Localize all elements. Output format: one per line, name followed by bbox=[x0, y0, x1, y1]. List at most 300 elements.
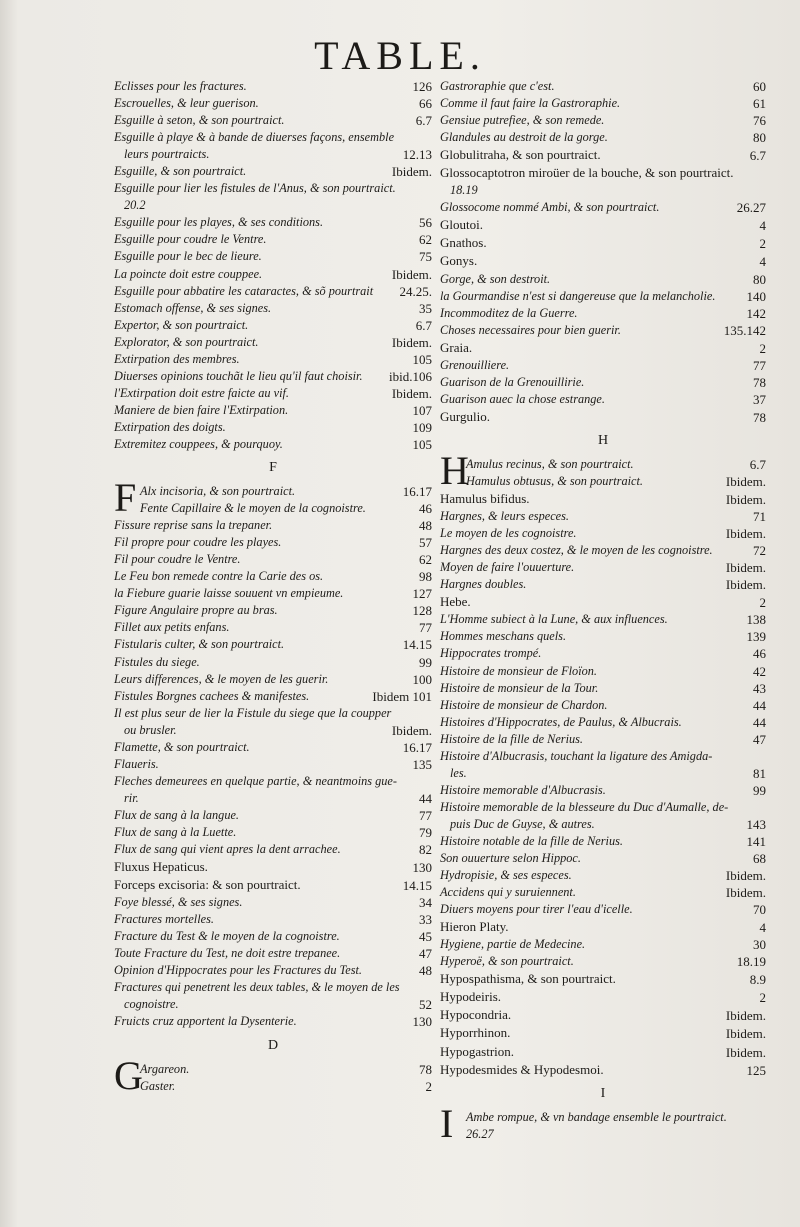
index-entry bbox=[440, 884, 766, 901]
index-entry bbox=[440, 95, 766, 112]
index-entry bbox=[440, 78, 766, 95]
index-entry bbox=[114, 1078, 432, 1095]
section-letter: D bbox=[267, 1037, 279, 1053]
entry-text: Gorge, & son destroit. bbox=[440, 271, 551, 286]
index-entry bbox=[440, 1061, 766, 1079]
index-entry bbox=[440, 146, 766, 164]
entry-text: cognoistre. bbox=[124, 997, 179, 1012]
entry-text: Hydropisie, & ses especes. bbox=[440, 868, 572, 883]
drop-cap: F bbox=[114, 475, 137, 521]
page-number: 57 bbox=[419, 535, 432, 551]
entry-text: Fractures mortelles. bbox=[114, 912, 214, 927]
page-number: Ibidem. bbox=[725, 1026, 766, 1042]
entry-text: Extremitez couppees, & pourquoy. bbox=[114, 436, 283, 451]
index-entry bbox=[114, 894, 432, 911]
entry-text: Extirpation des doigts. bbox=[114, 419, 226, 434]
entry-text: Flux de sang à la Luette. bbox=[114, 824, 237, 839]
entry-text: Eclisses pour les fractures. bbox=[114, 79, 247, 93]
index-entry bbox=[114, 283, 432, 300]
entry-text: Forceps excisoria: & son pourtraict. bbox=[114, 877, 301, 893]
page-number: 26.27 bbox=[736, 200, 766, 216]
right-column bbox=[440, 78, 766, 1146]
page-number: 6.7 bbox=[749, 148, 766, 164]
index-entry-continuation bbox=[440, 816, 766, 833]
page-number: 78 bbox=[753, 409, 766, 425]
entry-text: Hypodeiris. bbox=[440, 989, 502, 1005]
entry-text: Explorator, & son pourtraict. bbox=[114, 334, 259, 349]
page-number: 125 bbox=[746, 1062, 766, 1078]
index-entry-continuation bbox=[114, 790, 432, 807]
entry-text: Hamulus obtusus, & son pourtraict. bbox=[466, 473, 643, 488]
entry-text: Hygiene, partie de Medecine. bbox=[440, 937, 586, 952]
entry-text: Hargnes, & leurs especes. bbox=[440, 509, 569, 524]
entry-text: Histoire memorable de la blesseure du Duc d'Aumalle, de- bbox=[440, 799, 729, 814]
page-number: 105 bbox=[412, 351, 432, 367]
entry-text: Expertor, & son pourtraict. bbox=[114, 317, 249, 332]
entry-text: Fracture du Test & le moyen de la cognoistre. bbox=[114, 929, 340, 944]
page-title: TABLE. bbox=[314, 33, 486, 78]
index-entry bbox=[114, 773, 432, 790]
entry-text: 26.27 bbox=[466, 1126, 494, 1141]
entry-text: Flux de sang à la langue. bbox=[114, 807, 239, 822]
page-number: 4 bbox=[759, 254, 766, 270]
index-entry bbox=[114, 214, 432, 231]
index-entry bbox=[440, 542, 766, 559]
entry-text: Amulus recinus, & son pourtraict. bbox=[466, 456, 634, 471]
entry-text: Grenouilliere. bbox=[440, 357, 510, 372]
entry-text: Hypogastrion. bbox=[440, 1043, 515, 1059]
entry-text: Hamulus bifidus. bbox=[440, 491, 530, 507]
index-entry bbox=[114, 317, 432, 334]
page-number: 98 bbox=[419, 569, 432, 585]
page-number: 61 bbox=[753, 96, 766, 112]
index-entry bbox=[440, 339, 766, 357]
entry-text: Argareon. bbox=[140, 1061, 190, 1076]
page-number: 2 bbox=[759, 236, 766, 252]
page-number: 2 bbox=[759, 340, 766, 356]
index-entry bbox=[440, 799, 766, 816]
entry-text: Fistules Borgnes cachees & manifestes. bbox=[114, 688, 310, 703]
page-number: 78 bbox=[419, 1061, 432, 1077]
entry-text: Gensiue putrefiee, & son remede. bbox=[440, 113, 605, 128]
index-entry bbox=[114, 517, 432, 534]
index-entry bbox=[114, 688, 432, 705]
entry-text: Son ouuerture selon Hippoc. bbox=[440, 851, 581, 866]
entry-text: Extirpation des membres. bbox=[114, 351, 240, 366]
page-number: Ibidem. bbox=[725, 526, 766, 542]
index-entry bbox=[440, 559, 766, 576]
index-entry bbox=[114, 351, 432, 368]
entry-text: Fente Capillaire & le moyen de la cognoistre. bbox=[140, 501, 366, 516]
index-entry bbox=[440, 988, 766, 1006]
page-number: 56 bbox=[419, 215, 432, 231]
page-number: 6.7 bbox=[749, 456, 766, 472]
entry-text: Gastroraphie que c'est. bbox=[440, 79, 555, 93]
entry-text: Hommes meschans quels. bbox=[440, 629, 567, 644]
index-entry bbox=[114, 945, 432, 962]
index-entry bbox=[114, 300, 432, 317]
index-entry bbox=[114, 78, 432, 95]
index-entry bbox=[440, 1043, 766, 1061]
index-entry-continuation bbox=[114, 996, 432, 1013]
page-number: 47 bbox=[419, 946, 432, 962]
page-number: ibid.106 bbox=[389, 368, 432, 384]
page-number: 75 bbox=[419, 249, 432, 265]
page-number: 8.9 bbox=[749, 972, 766, 988]
entry-text: Flaueris. bbox=[114, 756, 159, 771]
index-entry bbox=[114, 163, 432, 180]
index-entry bbox=[114, 368, 432, 385]
entry-text: leurs pourtraicts. bbox=[124, 147, 210, 162]
page-number: 135.142 bbox=[723, 322, 766, 338]
entry-text: Fillet aux petits enfans. bbox=[114, 620, 230, 635]
index-entry bbox=[114, 180, 432, 197]
drop-cap: H bbox=[440, 447, 469, 493]
page-number: 44 bbox=[753, 714, 766, 730]
index-entry bbox=[440, 112, 766, 129]
index-entry bbox=[440, 593, 766, 611]
entry-text: Gnathos. bbox=[440, 235, 487, 251]
entry-text: Guarison de la Grenouillirie. bbox=[440, 374, 585, 389]
index-entry bbox=[440, 782, 766, 799]
page-number: 76 bbox=[753, 113, 766, 129]
index-entry bbox=[114, 248, 432, 265]
entry-text: Esguille pour le bec de lieure. bbox=[114, 249, 262, 264]
entry-text: Fruicts cruz apportent la Dysenterie. bbox=[114, 1014, 297, 1029]
index-entry bbox=[440, 305, 766, 322]
page-number: 130 bbox=[412, 1014, 432, 1030]
entry-text: Histoire de monsieur de Chardon. bbox=[440, 697, 608, 712]
page-number: Ibidem. bbox=[725, 1008, 766, 1024]
entry-text: Fluxus Hepaticus. bbox=[114, 859, 208, 875]
entry-text: Ambe rompue, & vn bandage ensemble le pourtraict. bbox=[466, 1109, 727, 1124]
index-entry bbox=[114, 585, 432, 602]
entry-text: Histoire d'Albucrasis, touchant la ligature des Amigda- bbox=[440, 748, 713, 763]
page-number: 14.15 bbox=[402, 637, 432, 653]
entry-text: Hypocondria. bbox=[440, 1007, 512, 1023]
entry-text: Flamette, & son pourtraict. bbox=[114, 739, 250, 754]
entry-text: Incommoditez de la Guerre. bbox=[440, 305, 578, 320]
entry-text: Fractures qui penetrent les deux tables, & le moyen de les bbox=[114, 980, 400, 995]
index-entry bbox=[440, 936, 766, 953]
index-entry bbox=[114, 928, 432, 945]
index-entry bbox=[114, 979, 432, 996]
page-number: 42 bbox=[753, 663, 766, 679]
index-entry bbox=[440, 408, 766, 426]
index-entry bbox=[114, 385, 432, 402]
page-number: 82 bbox=[419, 842, 432, 858]
index-entry bbox=[114, 266, 432, 283]
page-number: 81 bbox=[753, 765, 766, 781]
page-number: 16.17 bbox=[402, 484, 432, 500]
page-number: 24.25. bbox=[399, 283, 432, 299]
page-number: 72 bbox=[753, 543, 766, 559]
entry-text: Histoires d'Hippocrates, de Paulus, & Albucrais. bbox=[440, 714, 682, 729]
page-number: 105 bbox=[412, 436, 432, 452]
page-number: 139 bbox=[746, 629, 766, 645]
index-entry bbox=[440, 1024, 766, 1042]
index-entry bbox=[114, 636, 432, 653]
index-entry bbox=[114, 112, 432, 129]
entry-text: Histoire memorable d'Albucrasis. bbox=[440, 782, 606, 797]
entry-text: Gonys. bbox=[440, 253, 478, 269]
page-number: 12.13 bbox=[402, 147, 432, 163]
page-number: 135 bbox=[412, 756, 432, 772]
page-number: 52 bbox=[419, 997, 432, 1013]
entry-text: ou brusler. bbox=[124, 722, 177, 737]
index-entry bbox=[440, 234, 766, 252]
index-entry bbox=[114, 419, 432, 436]
entry-text: Hyperoë, & son pourtraict. bbox=[440, 954, 574, 969]
page-number: 66 bbox=[419, 96, 432, 112]
page-number: 37 bbox=[753, 391, 766, 407]
page-number: 18.19 bbox=[736, 954, 766, 970]
index-entry-continuation bbox=[440, 182, 766, 199]
page-number: Ibidem. bbox=[725, 577, 766, 593]
entry-text: Glossocome nommé Ambi, & son pourtraict. bbox=[440, 200, 660, 215]
index-entry bbox=[440, 714, 766, 731]
entry-text: les. bbox=[450, 765, 467, 780]
page-number: Ibidem. bbox=[725, 560, 766, 576]
index-entry-continuation bbox=[114, 197, 432, 214]
section-letter: I bbox=[600, 1085, 606, 1101]
index-entry-continuation bbox=[114, 722, 432, 739]
page-number: 126 bbox=[412, 79, 432, 94]
page-number: 99 bbox=[419, 654, 432, 670]
entry-text: Globulitraha, & son pourtraict. bbox=[440, 147, 601, 163]
entry-text: Hyporrhinon. bbox=[440, 1025, 511, 1041]
page-number: 100 bbox=[412, 671, 432, 687]
page-number: 33 bbox=[419, 912, 432, 928]
index-entry bbox=[114, 436, 432, 453]
index-entry bbox=[440, 271, 766, 288]
index-entry bbox=[440, 628, 766, 645]
entry-text: Histoire de la fille de Nerius. bbox=[440, 731, 583, 746]
entry-text: Fil pour coudre le Ventre. bbox=[114, 552, 241, 567]
index-entry bbox=[440, 645, 766, 662]
index-entry-continuation bbox=[440, 765, 766, 782]
page-number: 35 bbox=[419, 300, 432, 316]
index-entry bbox=[440, 391, 766, 408]
index-entry bbox=[114, 962, 432, 979]
page-number: 62 bbox=[419, 552, 432, 568]
page-number: 14.15 bbox=[402, 878, 432, 894]
entry-text: Graia. bbox=[440, 339, 473, 355]
index-entry bbox=[114, 654, 432, 671]
index-entry bbox=[114, 876, 432, 894]
entry-text: l'Extirpation doit estre faicte au vif. bbox=[114, 385, 289, 400]
entry-text: Fistularis culter, & son pourtraict. bbox=[114, 637, 285, 652]
entry-text: Histoire notable de la fille de Nerius. bbox=[440, 833, 623, 848]
index-entry bbox=[440, 252, 766, 270]
index-entry bbox=[440, 611, 766, 628]
entry-text: Hippocrates trompé. bbox=[440, 646, 542, 661]
entry-text: puis Duc de Guyse, & autres. bbox=[450, 816, 595, 831]
page-number: 70 bbox=[753, 902, 766, 918]
page-number: 80 bbox=[753, 271, 766, 287]
index-entry bbox=[440, 850, 766, 867]
index-entry bbox=[440, 473, 766, 490]
entry-text: Leurs differences, & le moyen de les guerir. bbox=[114, 671, 329, 686]
entry-text: Esguille, & son pourtraict. bbox=[114, 164, 247, 179]
entry-text: Esguille pour lier les fistules de l'Anus, & son pourtraict. bbox=[114, 181, 396, 196]
left-column bbox=[114, 78, 432, 1098]
section-letter: F bbox=[269, 460, 277, 476]
entry-text: Hypospathisma, & son pourtraict. bbox=[440, 971, 616, 987]
index-entry bbox=[114, 402, 432, 419]
entry-text: Glossocaptotron miroüer de la bouche, & son pourtraict. bbox=[440, 165, 734, 181]
page-number: Ibidem. bbox=[725, 1044, 766, 1060]
page-number: 60 bbox=[753, 79, 766, 94]
entry-text: Choses necessaires pour bien guerir. bbox=[440, 322, 621, 337]
page-number: Ibidem. bbox=[391, 334, 432, 350]
entry-text: Fleches demeurees en quelque partie, & neantmoins gue- bbox=[114, 773, 397, 788]
drop-cap: I bbox=[440, 1100, 454, 1146]
page-number: 138 bbox=[746, 612, 766, 628]
page-number: 2 bbox=[759, 595, 766, 611]
index-entry bbox=[114, 739, 432, 756]
index-entry bbox=[114, 551, 432, 568]
entry-text: Flux de sang qui vient apres la dent arrachee. bbox=[114, 842, 341, 857]
index-entry bbox=[114, 705, 432, 722]
page-number: Ibidem. bbox=[391, 722, 432, 738]
page-number: 44 bbox=[753, 697, 766, 713]
page-number: 4 bbox=[759, 218, 766, 234]
entry-text: Esguille à seton, & son pourtraict. bbox=[114, 113, 285, 128]
index-entry bbox=[114, 1013, 432, 1030]
entry-text: Gloutoi. bbox=[440, 217, 483, 233]
page-number: 16.17 bbox=[402, 739, 432, 755]
index-entry bbox=[114, 500, 432, 517]
page-number: 46 bbox=[753, 646, 766, 662]
index-entry bbox=[440, 680, 766, 697]
index-entry bbox=[114, 334, 432, 351]
page-number: 127 bbox=[412, 586, 432, 602]
index-entry bbox=[114, 619, 432, 636]
index-entry bbox=[114, 841, 432, 858]
drop-cap: G bbox=[114, 1052, 143, 1098]
index-entry bbox=[114, 534, 432, 551]
entry-text: Alx incisoria, & son pourtraict. bbox=[140, 484, 296, 499]
entry-text: La poincte doit estre couppee. bbox=[114, 266, 263, 281]
page-number: Ibidem. bbox=[391, 266, 432, 282]
entry-text: L'Homme subiect à la Lune, & aux influences. bbox=[440, 612, 668, 627]
page-number: 34 bbox=[419, 895, 432, 911]
entry-text: Il est plus seur de lier la Fistule du siege que la coupper bbox=[114, 705, 392, 720]
page-number: 46 bbox=[419, 501, 432, 517]
page-number: 128 bbox=[412, 603, 432, 619]
index-entry bbox=[440, 970, 766, 988]
index-entry bbox=[440, 322, 766, 339]
page-number: Ibidem. bbox=[725, 492, 766, 508]
page-number: 141 bbox=[746, 833, 766, 849]
entry-text: rir. bbox=[124, 790, 139, 805]
entry-text: Le moyen de les cognoistre. bbox=[440, 526, 577, 541]
index-entry bbox=[440, 1006, 766, 1024]
entry-text: Escrouelles, & leur guerison. bbox=[114, 96, 259, 111]
page-number: 142 bbox=[746, 305, 766, 321]
index-entry bbox=[440, 833, 766, 850]
page-number: 2 bbox=[759, 990, 766, 1006]
index-entry bbox=[440, 867, 766, 884]
index-entry bbox=[440, 918, 766, 936]
index-entry bbox=[440, 129, 766, 146]
page-number: 143 bbox=[746, 816, 766, 832]
page-number: 2 bbox=[425, 1078, 432, 1094]
index-entry bbox=[440, 748, 766, 765]
index-entry bbox=[440, 216, 766, 234]
index-entry bbox=[114, 858, 432, 876]
index-entry bbox=[440, 731, 766, 748]
index-entry bbox=[114, 231, 432, 248]
page-number: Ibidem. bbox=[725, 868, 766, 884]
page-number: 6.7 bbox=[415, 317, 432, 333]
entry-text: Esguille pour abbatire les cataractes, & sõ pourtrait bbox=[114, 283, 374, 298]
page-number: 4 bbox=[759, 920, 766, 936]
index-entry bbox=[440, 490, 766, 508]
entry-text: Esguille pour coudre le Ventre. bbox=[114, 232, 267, 247]
entry-text: Histoire de monsieur de Floïon. bbox=[440, 663, 597, 678]
page-number: 48 bbox=[419, 963, 432, 979]
index-entry bbox=[440, 164, 766, 182]
page-number: 77 bbox=[419, 620, 432, 636]
index-entry bbox=[114, 756, 432, 773]
entry-text: Hypodesmides & Hypodesmoi. bbox=[440, 1061, 604, 1077]
page-number: 140 bbox=[746, 288, 766, 304]
index-entry bbox=[440, 1126, 766, 1143]
index-entry bbox=[440, 953, 766, 970]
index-entry bbox=[440, 199, 766, 216]
entry-text: Moyen de faire l'ouuerture. bbox=[440, 560, 575, 575]
index-entry bbox=[114, 807, 432, 824]
entry-text: Toute Fracture du Test, ne doit estre trepanee. bbox=[114, 946, 341, 961]
index-entry bbox=[114, 568, 432, 585]
index-entry bbox=[440, 374, 766, 391]
entry-text: Diuers moyens pour tirer l'eau d'icelle. bbox=[440, 902, 633, 917]
entry-text: la Gourmandise n'est si dangereuse que la melancholie. bbox=[440, 288, 716, 303]
entry-text: Comme il faut faire la Gastroraphie. bbox=[440, 96, 621, 111]
page-number: 30 bbox=[753, 937, 766, 953]
page-number: 71 bbox=[753, 509, 766, 525]
page-number: Ibidem. bbox=[725, 473, 766, 489]
entry-text: Esguille pour les playes, & ses conditions. bbox=[114, 215, 324, 230]
index-entry bbox=[440, 357, 766, 374]
page-number: 45 bbox=[419, 929, 432, 945]
index-entry bbox=[114, 602, 432, 619]
entry-text: Gaster. bbox=[140, 1078, 176, 1093]
page-number: 77 bbox=[753, 357, 766, 373]
entry-text: Hebe. bbox=[440, 594, 471, 610]
entry-text: Figure Angulaire propre au bras. bbox=[114, 603, 278, 618]
entry-text: Opinion d'Hippocrates pour les Fractures du Test. bbox=[114, 963, 362, 978]
index-entry bbox=[440, 525, 766, 542]
entry-text: Fil propre pour coudre les playes. bbox=[114, 535, 282, 550]
page-number: 77 bbox=[419, 807, 432, 823]
entry-text: 18.19 bbox=[450, 183, 478, 198]
entry-text: Hargnes doubles. bbox=[440, 577, 527, 592]
entry-text: Guarison auec la chose estrange. bbox=[440, 391, 605, 406]
index-entry bbox=[114, 95, 432, 112]
page-number: 48 bbox=[419, 518, 432, 534]
page-number: 6.7 bbox=[415, 113, 432, 129]
page-number: 109 bbox=[412, 419, 432, 435]
index-entry bbox=[440, 576, 766, 593]
entry-text: Histoire de monsieur de la Tour. bbox=[440, 680, 599, 695]
page-number: 43 bbox=[753, 680, 766, 696]
entry-text: Accidens qui y suruiennent. bbox=[440, 885, 576, 900]
page-number: 130 bbox=[412, 860, 432, 876]
entry-text: Maniere de bien faire l'Extirpation. bbox=[114, 402, 289, 417]
